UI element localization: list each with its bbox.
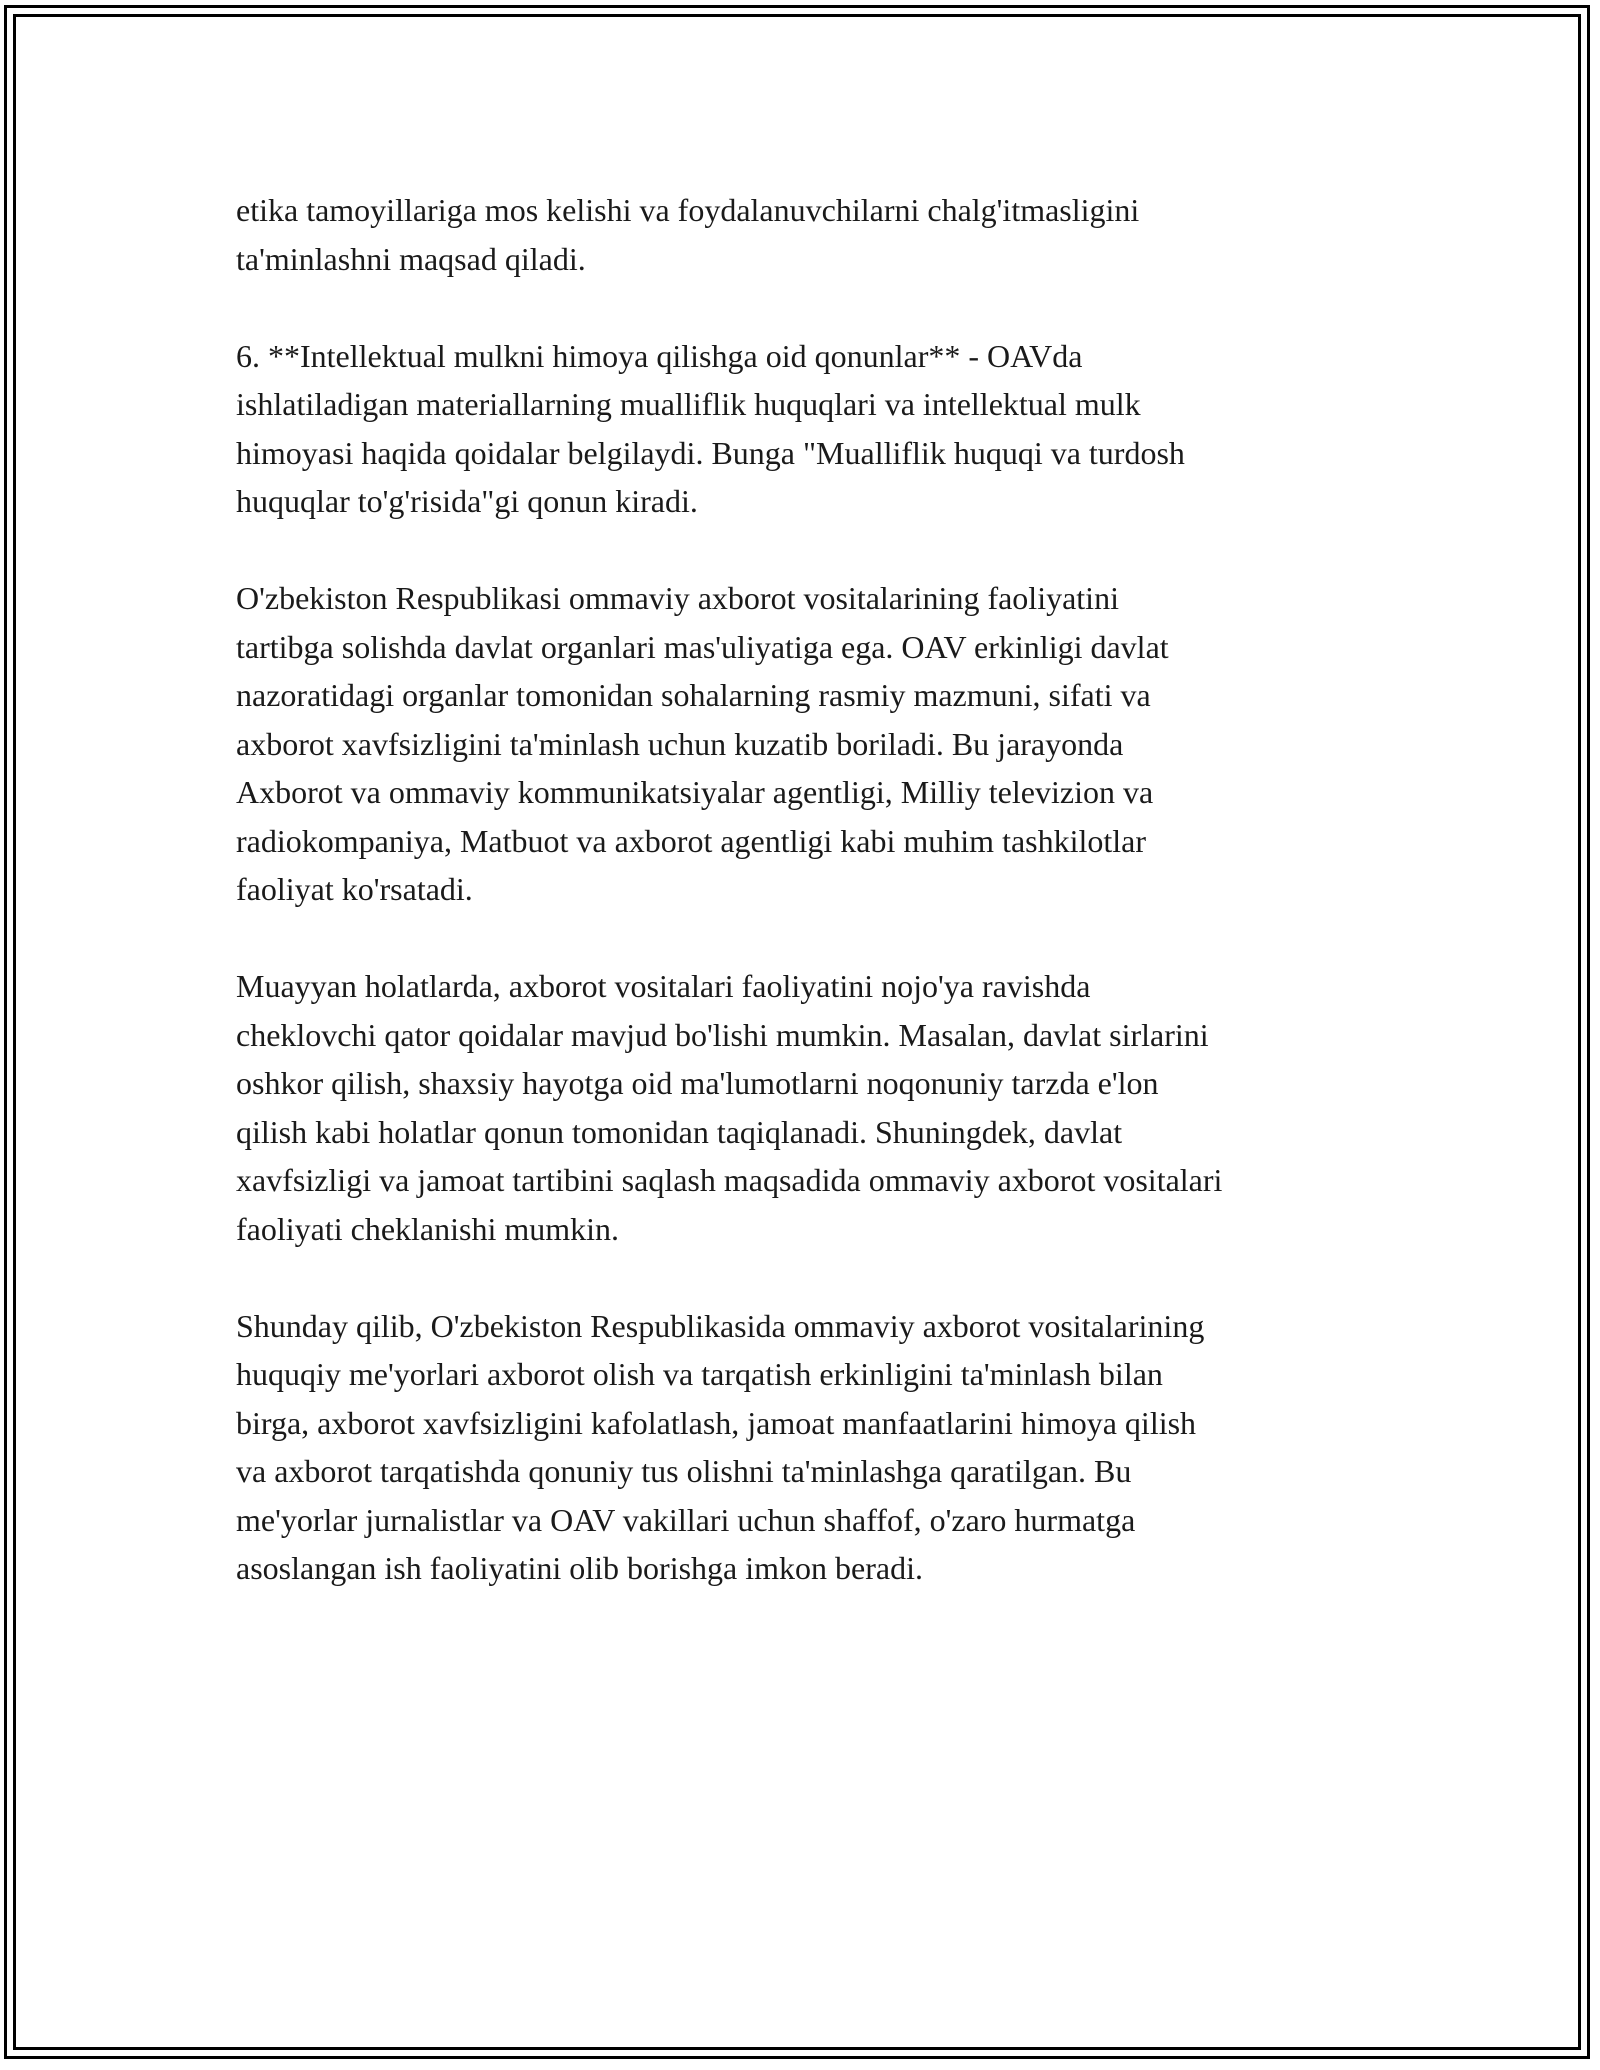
document-body <box>236 186 1406 1641</box>
paragraph-2: 6. **Intellektual mulkni himoya qilishga oid qonunlar** - OAVda ishlatiladigan materiallarning mualliflik huquqlari va intellektual mulk himoyasi haqida qoidalar belgilaydi. Bunga "Mualliflik huquqi va turdosh huquqlar to'g'risida"gi qonun kiradi. <box>236 337 1185 519</box>
paragraph-3: O'zbekiston Respublikasi ommaviy axborot vositalarining faoliyatini tartibga solishda davlat organlari mas'uliyatiga ega. OAV erkinligi davlat nazoratidagi organlar tomonidan sohalarning rasmiy mazmuni, sifati va axborot xavfsizligini ta'minlash uchun kuzatib boriladi. Bu jarayonda Axborot va ommaviy kommunikatsiyalar agentligi, Milliy televizion va radiokompaniya, Matbuot va axborot agentligi kabi muhim tashkilotlar faoliyat ko'rsatadi. <box>236 580 1169 907</box>
paragraph-4: Muayyan holatlarda, axborot vositalari faoliyatini nojo'ya ravishda cheklovchi qator qoidalar mavjud bo'lishi mumkin. Masalan, davlat sirlarini oshkor qilish, shaxsiy hayotga oid ma'lumotlarni noqonuniy tarzda e'lon qilish kabi holatlar qonun tomonidan taqiqlanadi. Shuningdek, davlat xavfsizligi va jamoat tartibini saqlash maqsadida ommaviy axborot vositalari faoliyati cheklanishi mumkin. <box>236 968 1223 1247</box>
paragraph-1: etika tamoyillariga mos kelishi va foydalanuvchilarni chalg'itmasligini ta'minlashni maqsad qiladi. <box>236 192 1140 277</box>
paragraph-5: Shunday qilib, O'zbekiston Respublikasida ommaviy axborot vositalarining huquqiy me'yorlari axborot olish va tarqatish erkinligini ta'minlash bilan birga, axborot xavfsizligini kafolatlash, jamoat manfaatlarini himoya qilish va axborot tarqatishda qonuniy tus olishni ta'minlashga qaratilgan. Bu me'yorlar jurnalistlar va OAV vakillari uchun shaffof, o'zaro hurmatga asoslangan ish faoliyatini olib borishga imkon beradi. <box>236 1307 1205 1586</box>
